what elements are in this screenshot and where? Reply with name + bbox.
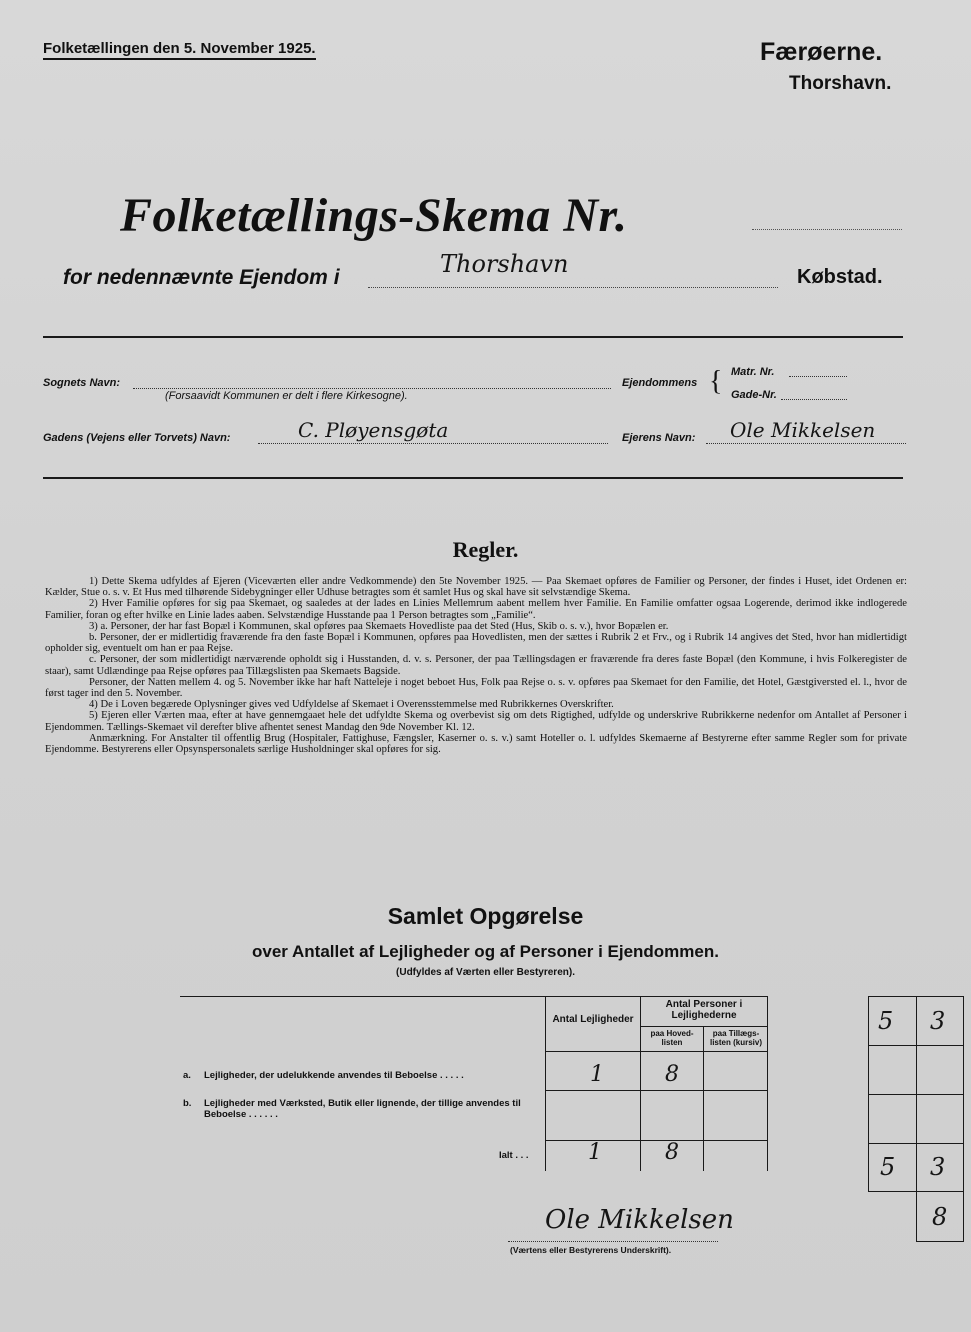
form-title: Folketællings-Skema Nr.	[120, 189, 628, 242]
parish-note: (Forsaavidt Kommunen er delt i flere Kirkesogne).	[165, 390, 408, 402]
col-main-list-header: paa Hoved-listen	[650, 1029, 694, 1047]
region-name: Færøerne.	[760, 38, 883, 66]
table-sub-rule	[640, 1026, 767, 1027]
col-apartments-header: Antal Lejligheder	[552, 1014, 634, 1025]
rules-title: Regler.	[452, 537, 519, 562]
row-label: Lejligheder med Værksted, Butik eller lignende, der tillige anvendes til Beboelse . . . . . .	[204, 1098, 521, 1120]
side-r1-left: 5	[878, 1007, 894, 1035]
total-main: 8	[665, 1140, 679, 1165]
side-r4-left: 5	[880, 1153, 896, 1181]
col-supp-list-header: paa Tillægs-listen (kursiv)	[709, 1029, 762, 1047]
rule-paragraph: Anmærkning. For Anstalter til offentlig Brug (Hospitaler, Fattighuse, Fængsler, Kaserner o. s. v.) samt Hoteller o. l. udfyldes Skemaerne af Bestyrerne efter samme Regler som for private Ejendomme. Bestyrerens eller Opsynspersonalets særlige Husholdninger skal opføres for sig.	[45, 732, 907, 756]
side-r4-right: 3	[930, 1153, 946, 1181]
row-marker: b.	[183, 1098, 192, 1109]
street-name-label: Gadens (Vejens eller Torvets) Navn:	[43, 432, 231, 444]
row-a-main: 8	[665, 1062, 679, 1087]
row-label: Lejligheder, der udelukkende anvendes til Beboelse . . . . .	[204, 1070, 464, 1081]
matr-nr-line	[789, 376, 847, 377]
matr-nr-label: Matr. Nr.	[731, 366, 775, 378]
summary-subtitle: over Antallet af Lejligheder og af Personer i Ejendommen.	[252, 942, 719, 961]
town-name: Thorshavn.	[789, 73, 892, 94]
rule-paragraph: 4) De i Loven begærede Oplysninger gives ved Udfyldelse af Skemaet i Overensstemmelse med Rubrikkernes Overskrifter.	[89, 699, 614, 711]
divider-top	[43, 336, 903, 338]
col-persons-header: Antal Personer i Lejlighederne	[665, 999, 743, 1021]
table-header-rule	[545, 1051, 767, 1052]
table-row-rule	[545, 1140, 767, 1141]
handwritten-place: Thorshavn	[440, 250, 569, 278]
street-name-line	[258, 443, 608, 444]
signature-caption: (Værtens eller Bestyrerens Underskrift).	[510, 1245, 672, 1255]
row-a-apartments: 1	[590, 1062, 604, 1087]
summary-note: (Udfyldes af Værten eller Bestyreren).	[396, 967, 575, 978]
total-apartments: 1	[588, 1140, 602, 1165]
table-col-line	[703, 1026, 704, 1171]
table-col-line	[640, 996, 641, 1171]
form-number-line	[752, 229, 902, 230]
table-col-line	[767, 996, 768, 1171]
census-date-line: Folketællingen den 5. November 1925.	[43, 40, 316, 60]
brace: {	[709, 366, 723, 397]
side-r1-right: 3	[930, 1007, 946, 1035]
owner-name-value: Ole Mikkelsen	[730, 418, 876, 442]
rule-paragraph: c. Personer, der som midlertidigt nærværende opholdt sig i Husstanden, d. v. s. Personer, der paa Tællingsdagen er fraværende fra deres faste Bopæl (den Kommune, i hvis Folkeregister de staar), samt Udlændinge paa Rejse opføres paa Tillægslisten paa Skemaets Bagside.	[45, 654, 907, 677]
side-box-rule	[868, 1094, 964, 1095]
rule-paragraph: 5) Ejeren eller Værten maa, efter at have gennemgaaet hele det udfyldte Skema og overbevist sig om dets Rigtighed, udfylde og underskrive Rubrikkerne nedenfor om Antallet af Personer i Ejendommen. Tællings-Skemaet vil derefter blive afhentet senest Mandag den 9de November Kl. 12.	[45, 710, 907, 733]
summary-title: Samlet Opgørelse	[387, 903, 584, 929]
rules-text	[45, 576, 907, 755]
table-row-rule	[545, 1090, 767, 1091]
side-box-rule	[868, 1143, 964, 1144]
street-nr-line	[781, 399, 847, 400]
rule-paragraph: Personer, der Natten mellem 4. og 5. November ikke har haft Natteleje i noget beboet Hus, Folk paa Rejse o. s. v. opføres paa Skemaet for den Familie, det Hotel, Gæstgiversted el. l., hvor de først tager ind den 5. November.	[45, 676, 907, 700]
property-place-line	[368, 287, 778, 288]
koebstad-label: Købstad.	[797, 266, 883, 288]
table-top-rule	[180, 996, 767, 997]
owner-name-label: Ejerens Navn:	[622, 432, 696, 444]
street-nr-label: Gade-Nr.	[731, 389, 777, 401]
parish-name-label: Sognets Navn:	[43, 377, 121, 389]
rule-paragraph: 1) Dette Skema udfyldes af Ejeren (Viceværten eller andre Vedkommende) den 5te November 1925. — Paa Skemaet opføres de Familier og Personer, der findes i Huset, idet Ordenen er: Kælder, Stue o. s. v. Et Hus med tilhørende Sidebygninger eller Udhuse betragtes som ét samlet Hus og skal have sit selvstændige Skema.	[45, 576, 907, 599]
property-label: Ejendommens	[622, 377, 698, 389]
row-marker: a.	[183, 1070, 191, 1081]
side-total: 8	[932, 1203, 948, 1231]
property-line-label: for nedennævnte Ejendom i	[63, 266, 340, 289]
rule-paragraph: b. Personer, der er midlertidig fraværende fra den faste Bopæl i Kommunen, opføres paa Hovedlisten, men der sættes i Rubrik 2 et Frv., og i Rubrik 14 angives det Sted, hvor han midlertidigt opholder sig, eventuelt om han er paa Rejse.	[45, 632, 907, 655]
side-box-rule	[868, 1045, 964, 1046]
signature-line	[508, 1241, 718, 1242]
street-name-value: C. Pløyensgøta	[298, 418, 449, 442]
rule-paragraph: 2) Hver Familie opføres for sig paa Skemaet, og saaledes at der lades en Linies Mellemrum aabent mellem hver Familie. En Familie omfatter ogsaa Logerende, derimod ikke indlogerede Familier, foran og efter hvilke en Linie lades aaben. Selvstændige Husstande paa 1 Person betragtes som „Familie“.	[45, 598, 907, 621]
divider-mid	[43, 477, 903, 479]
table-col-line	[545, 996, 546, 1171]
parish-name-line	[133, 388, 611, 389]
owner-signature: Ole Mikkelsen	[545, 1205, 734, 1235]
total-label: Ialt . . .	[499, 1150, 529, 1161]
owner-name-line	[706, 443, 906, 444]
rule-paragraph: 3) a. Personer, der har fast Bopæl i Kommunen, skal opføres paa Skemaets Hovedliste paa det Sted (Hus, Skib o. s. v.), hvor Bopælen er.	[89, 620, 669, 632]
